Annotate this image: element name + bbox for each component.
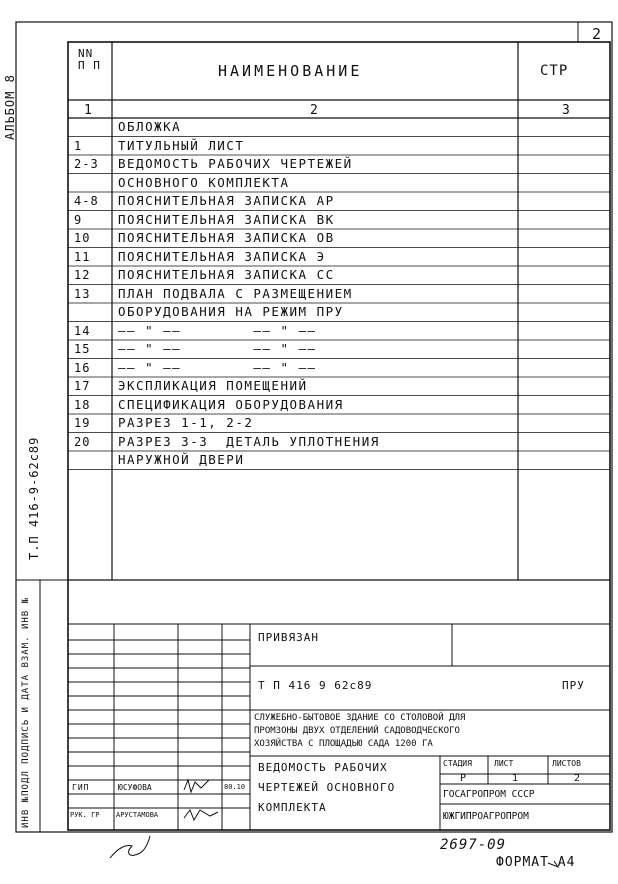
row-name: ПОЯСНИТЕЛЬНАЯ ЗАПИСКА ОВ	[118, 230, 335, 245]
bound-label: ПРИВЯЗАН	[258, 631, 319, 644]
index-num: 1	[84, 103, 93, 118]
row-number: 11	[74, 249, 91, 264]
album-label: АЛЬБОМ 8	[3, 74, 17, 140]
row-number: 4-8	[74, 194, 99, 208]
row-name: —— " —— —— " ——	[118, 322, 317, 338]
row-name: ВЕДОМОСТЬ РАБОЧИХ ЧЕРТЕЖЕЙ	[118, 156, 353, 171]
sheet-number: 2	[592, 25, 603, 43]
date-1: 80.10	[224, 783, 246, 791]
row-number: 20	[74, 434, 91, 449]
row-number: 10	[74, 231, 91, 245]
row-name: ОБОРУДОВАНИЯ НА РЕЖИМ ПРУ	[118, 304, 344, 319]
row-number: 16	[74, 360, 91, 375]
sheet-value: 1	[512, 773, 520, 784]
sheets-value: 2	[574, 773, 582, 784]
project-line-2: ПРОМЗОНЫ ДВУХ ОТДЕЛЕНИЙ САДОВОДЧЕСКОГО	[254, 726, 460, 736]
row-name: ОБЛОЖКА	[118, 119, 182, 134]
row-number: 18	[74, 397, 91, 412]
title-line-3: КОМПЛЕКТА	[258, 801, 327, 814]
role-1: ГИП	[72, 783, 90, 792]
row-name: ТИТУЛЬНЫЙ ЛИСТ	[118, 137, 245, 153]
archive-number: 2697-09	[440, 837, 507, 853]
row-number: 19	[74, 416, 91, 430]
org-2: ЮЖГИПРОАГРОПРОМ	[443, 811, 529, 822]
row-name: ПОЯСНИТЕЛЬНАЯ ЗАПИСКА СС	[118, 267, 335, 282]
role-2: РУК. ГР	[70, 811, 100, 819]
doc-suffix: ПРУ	[562, 679, 585, 692]
row-name: ЭКСПЛИКАЦИЯ ПОМЕЩЕНИЙ	[118, 378, 308, 393]
page-column-header: СТР	[540, 63, 569, 79]
row-number: 9	[74, 212, 83, 227]
name-column-header: НАИМЕНОВАНИЕ	[218, 62, 363, 80]
row-number: 2-3	[74, 157, 99, 171]
row-name: НАРУЖНОЙ ДВЕРИ	[118, 452, 245, 467]
stage-value: Р	[460, 773, 468, 784]
sheets-label: ЛИСТОВ	[552, 759, 581, 768]
row-name: ПОЯСНИТЕЛЬНАЯ ЗАПИСКА ВК	[118, 211, 335, 227]
title-line-1: ВЕДОМОСТЬ РАБОЧИХ	[258, 761, 388, 774]
name-2: АРУСТАМОВА	[116, 811, 159, 819]
row-name: —— " —— —— " ——	[118, 359, 317, 375]
row-number: 15	[74, 342, 91, 356]
row-name: ПОЯСНИТЕЛЬНАЯ ЗАПИСКА Э	[118, 248, 326, 264]
row-name: ОСНОВНОГО КОМПЛЕКТА	[118, 174, 290, 190]
sheet-label: ЛИСТ	[494, 759, 514, 768]
row-number: 17	[74, 379, 91, 393]
row-name: РАЗРЕЗ 1-1, 2-2	[118, 415, 254, 430]
project-line-3: ХОЗЯЙСТВА С ПЛОЩАДЬЮ САДА 1200 ГА	[254, 739, 433, 749]
project-line-1: СЛУЖЕБНО-БЫТОВОЕ ЗДАНИЕ СО СТОЛОВОЙ ДЛЯ	[254, 713, 466, 723]
row-name: РАЗРЕЗ 3-3 ДЕТАЛЬ УПЛОТНЕНИЯ	[118, 433, 380, 449]
doc-code: Т П 416 9 62с89	[258, 679, 373, 692]
name-1: ЮСУФОВА	[118, 783, 152, 792]
num-column-header: NN П П	[78, 47, 101, 72]
index-name: 2	[310, 103, 319, 118]
row-number: 14	[74, 323, 91, 338]
row-name: СПЕЦИФИКАЦИЯ ОБОРУДОВАНИЯ	[118, 396, 344, 412]
row-name: —— " —— —— " ——	[118, 341, 317, 356]
title-line-2: ЧЕРТЕЖЕЙ ОСНОВНОГО	[258, 781, 396, 794]
stage-label: СТАДИЯ	[443, 759, 472, 768]
row-number: 13	[74, 286, 91, 301]
index-page: 3	[562, 103, 571, 118]
row-number: 1	[74, 138, 83, 153]
row-name: ПОЯСНИТЕЛЬНАЯ ЗАПИСКА АР	[118, 193, 335, 208]
row-name: ПЛАН ПОДВАЛА С РАЗМЕЩЕНИЕМ	[118, 285, 353, 301]
row-number: 12	[74, 268, 91, 282]
project-code-side: Т.П 416-9-62с89	[27, 436, 41, 560]
org-1: ГОСАГРОПРОМ СССР	[443, 789, 535, 800]
inventory-label: ИНВ №ПОДЛ ПОДПИСЬ И ДАТА ВЗАМ. ИНВ №	[21, 596, 31, 828]
format-label: ФОРМАТ А4	[496, 855, 576, 870]
